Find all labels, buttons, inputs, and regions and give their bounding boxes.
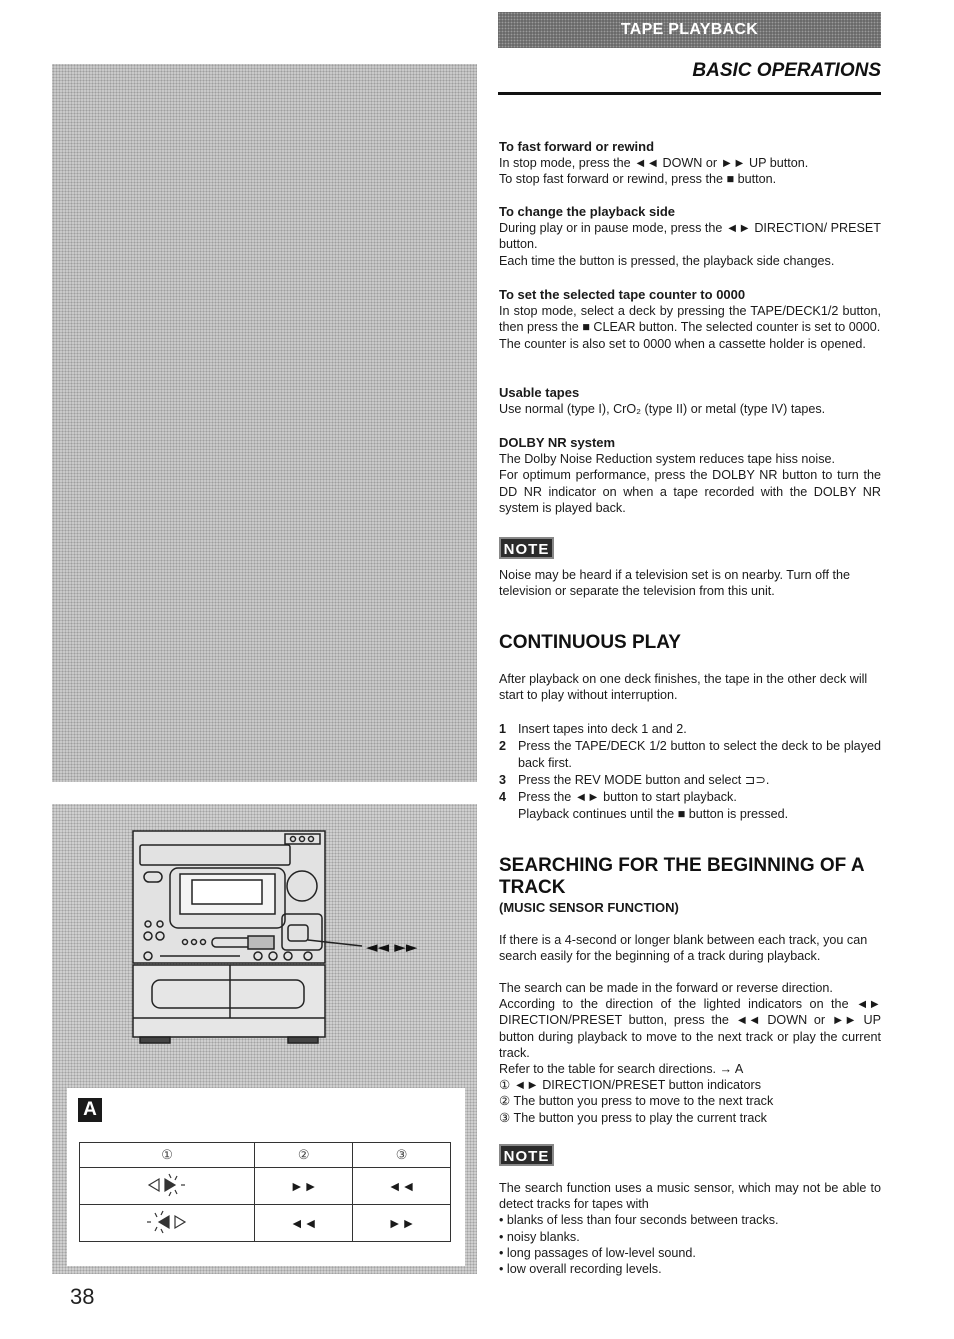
step-text: Press the REV MODE button and select ⊐⊃. (518, 773, 770, 787)
paragraph-line: For optimum performance, press the DOLBY NR button to turn the DD NR indicator on when a tape recorded with the DOLBY NR system is played back. (499, 468, 881, 515)
list-item (499, 721, 881, 738)
table-header-2: ② (255, 1143, 353, 1168)
direction-indicator-left-icon (80, 1205, 255, 1242)
note-badge: NOTE (499, 1144, 554, 1166)
paragraph-line: During play or in pause mode, press the ◄► DIRECTION/ PRESET button. (499, 221, 881, 252)
paragraph-line: According to the direction of the lighted indicators on the ◄► DIRECTION/PRESET button, press the ◄◄ DOWN or ►► UP button during playback to move to the next track or play the current track. (499, 997, 881, 1060)
page-subtitle: BASIC OPERATIONS (692, 60, 881, 81)
searching-title: SEARCHING FOR THE BEGINNING OF A TRACK (499, 855, 864, 898)
section-band-title: TAPE PLAYBACK (620, 21, 759, 38)
list-item (499, 806, 881, 823)
paragraph-line: In stop mode, select a deck by pressing the TAPE/DECK1/2 button, then press the ■ CLEAR button. The selected counter is set to 0000. (499, 304, 881, 335)
list-item: • noisy blanks. (499, 1229, 580, 1244)
paragraph-line: The search can be made in the forward or reverse direction. (499, 981, 833, 995)
table-header-1: ① (80, 1143, 255, 1168)
paragraph-line: ① ◄► DIRECTION/PRESET button indicators (499, 1078, 762, 1093)
list-item: • long passages of low-level sound. (499, 1245, 696, 1260)
figure-label-a: A (78, 1098, 102, 1122)
callout-arrows: ◄◄ ►► (366, 938, 418, 956)
list-item: • blanks of less than four seconds between tracks. (499, 1213, 779, 1228)
step-text: Press the ◄► button to start playback. (518, 790, 737, 804)
continuous-play-title: CONTINUOUS PLAY (499, 632, 681, 653)
next-track-button-cell: ◄◄ (255, 1205, 353, 1242)
step-text: Playback continues until the ■ button is pressed. (518, 807, 789, 821)
continuous-play-intro: After playback on one deck finishes, the tape in the other deck will start to play without interruption. (499, 672, 868, 703)
step-number (499, 806, 518, 823)
searching-para2 (499, 980, 881, 1126)
counter-heading: To set the selected tape counter to 0000 (499, 287, 746, 302)
paragraph-line: To stop fast forward or rewind, press the ■ button. (499, 172, 777, 187)
search-direction-table (79, 1142, 451, 1242)
table-header-3: ③ (353, 1143, 451, 1168)
fast-forward-heading: To fast forward or rewind (499, 139, 655, 154)
header-rule (498, 92, 881, 95)
current-track-button-cell: ►► (353, 1205, 451, 1242)
list-item (499, 738, 881, 772)
dolby-heading: DOLBY NR system (499, 435, 616, 450)
paragraph-line: Use normal (type I), CrO₂ (type II) or metal (type IV) tapes. (499, 402, 826, 417)
current-track-button-cell: ◄◄ (353, 1168, 451, 1205)
paragraph-line: ③ The button you press to play the current track (499, 1110, 767, 1125)
usable-tapes-heading: Usable tapes (499, 385, 580, 400)
playback-side-heading: To change the playback side (499, 204, 676, 219)
direction-indicator-right-icon (80, 1168, 255, 1205)
step-text: Press the TAPE/DECK 1/2 button to select the deck to be played back first. (518, 739, 881, 770)
step-number: 4 (499, 790, 507, 804)
searching-subtitle: (MUSIC SENSOR FUNCTION) (499, 900, 679, 915)
paragraph-line: Each time the button is pressed, the playback side changes. (499, 253, 835, 268)
paragraph-line: The Dolby Noise Reduction system reduces tape hiss noise. (499, 452, 835, 467)
note-badge: NOTE (499, 537, 554, 559)
paragraph-line: The counter is also set to 0000 when a cassette holder is opened. (499, 336, 866, 351)
playback-side-block (499, 204, 881, 269)
counter-block (499, 287, 881, 352)
stereo-illustration (130, 828, 460, 1050)
note2-block (499, 1180, 881, 1277)
list-item (499, 772, 881, 789)
step-text: Insert tapes into deck 1 and 2. (518, 722, 687, 736)
paragraph-line: The search function uses a music sensor, which may not be able to detect tracks for tapes with (499, 1181, 881, 1212)
note-text: Noise may be heard if a television set is on nearby. Turn off the television or separate the television from this unit. (499, 568, 850, 599)
next-track-button-cell: ►► (255, 1168, 353, 1205)
step-number: 1 (499, 722, 507, 736)
continuous-play-steps (499, 721, 881, 823)
section-band (498, 12, 881, 48)
step-number: 2 (499, 739, 507, 753)
page-number: 38 (70, 1284, 95, 1309)
paragraph-line: ② The button you press to move to the next track (499, 1094, 774, 1109)
fast-forward-block (499, 139, 881, 188)
list-item: • low overall recording levels. (499, 1262, 662, 1277)
dolby-block (499, 435, 881, 516)
searching-para1: If there is a 4-second or longer blank between each track, you can search easily for the beginning of a track during playback. (499, 933, 868, 964)
step-number: 3 (499, 773, 507, 787)
list-item (499, 789, 881, 806)
paragraph-line: In stop mode, press the ◄◄ DOWN or ►► UP button. (499, 156, 809, 171)
usable-tapes-block (499, 385, 881, 417)
decorative-panel-top (52, 64, 477, 782)
paragraph-line: Refer to the table for search directions. → A (499, 1062, 744, 1077)
